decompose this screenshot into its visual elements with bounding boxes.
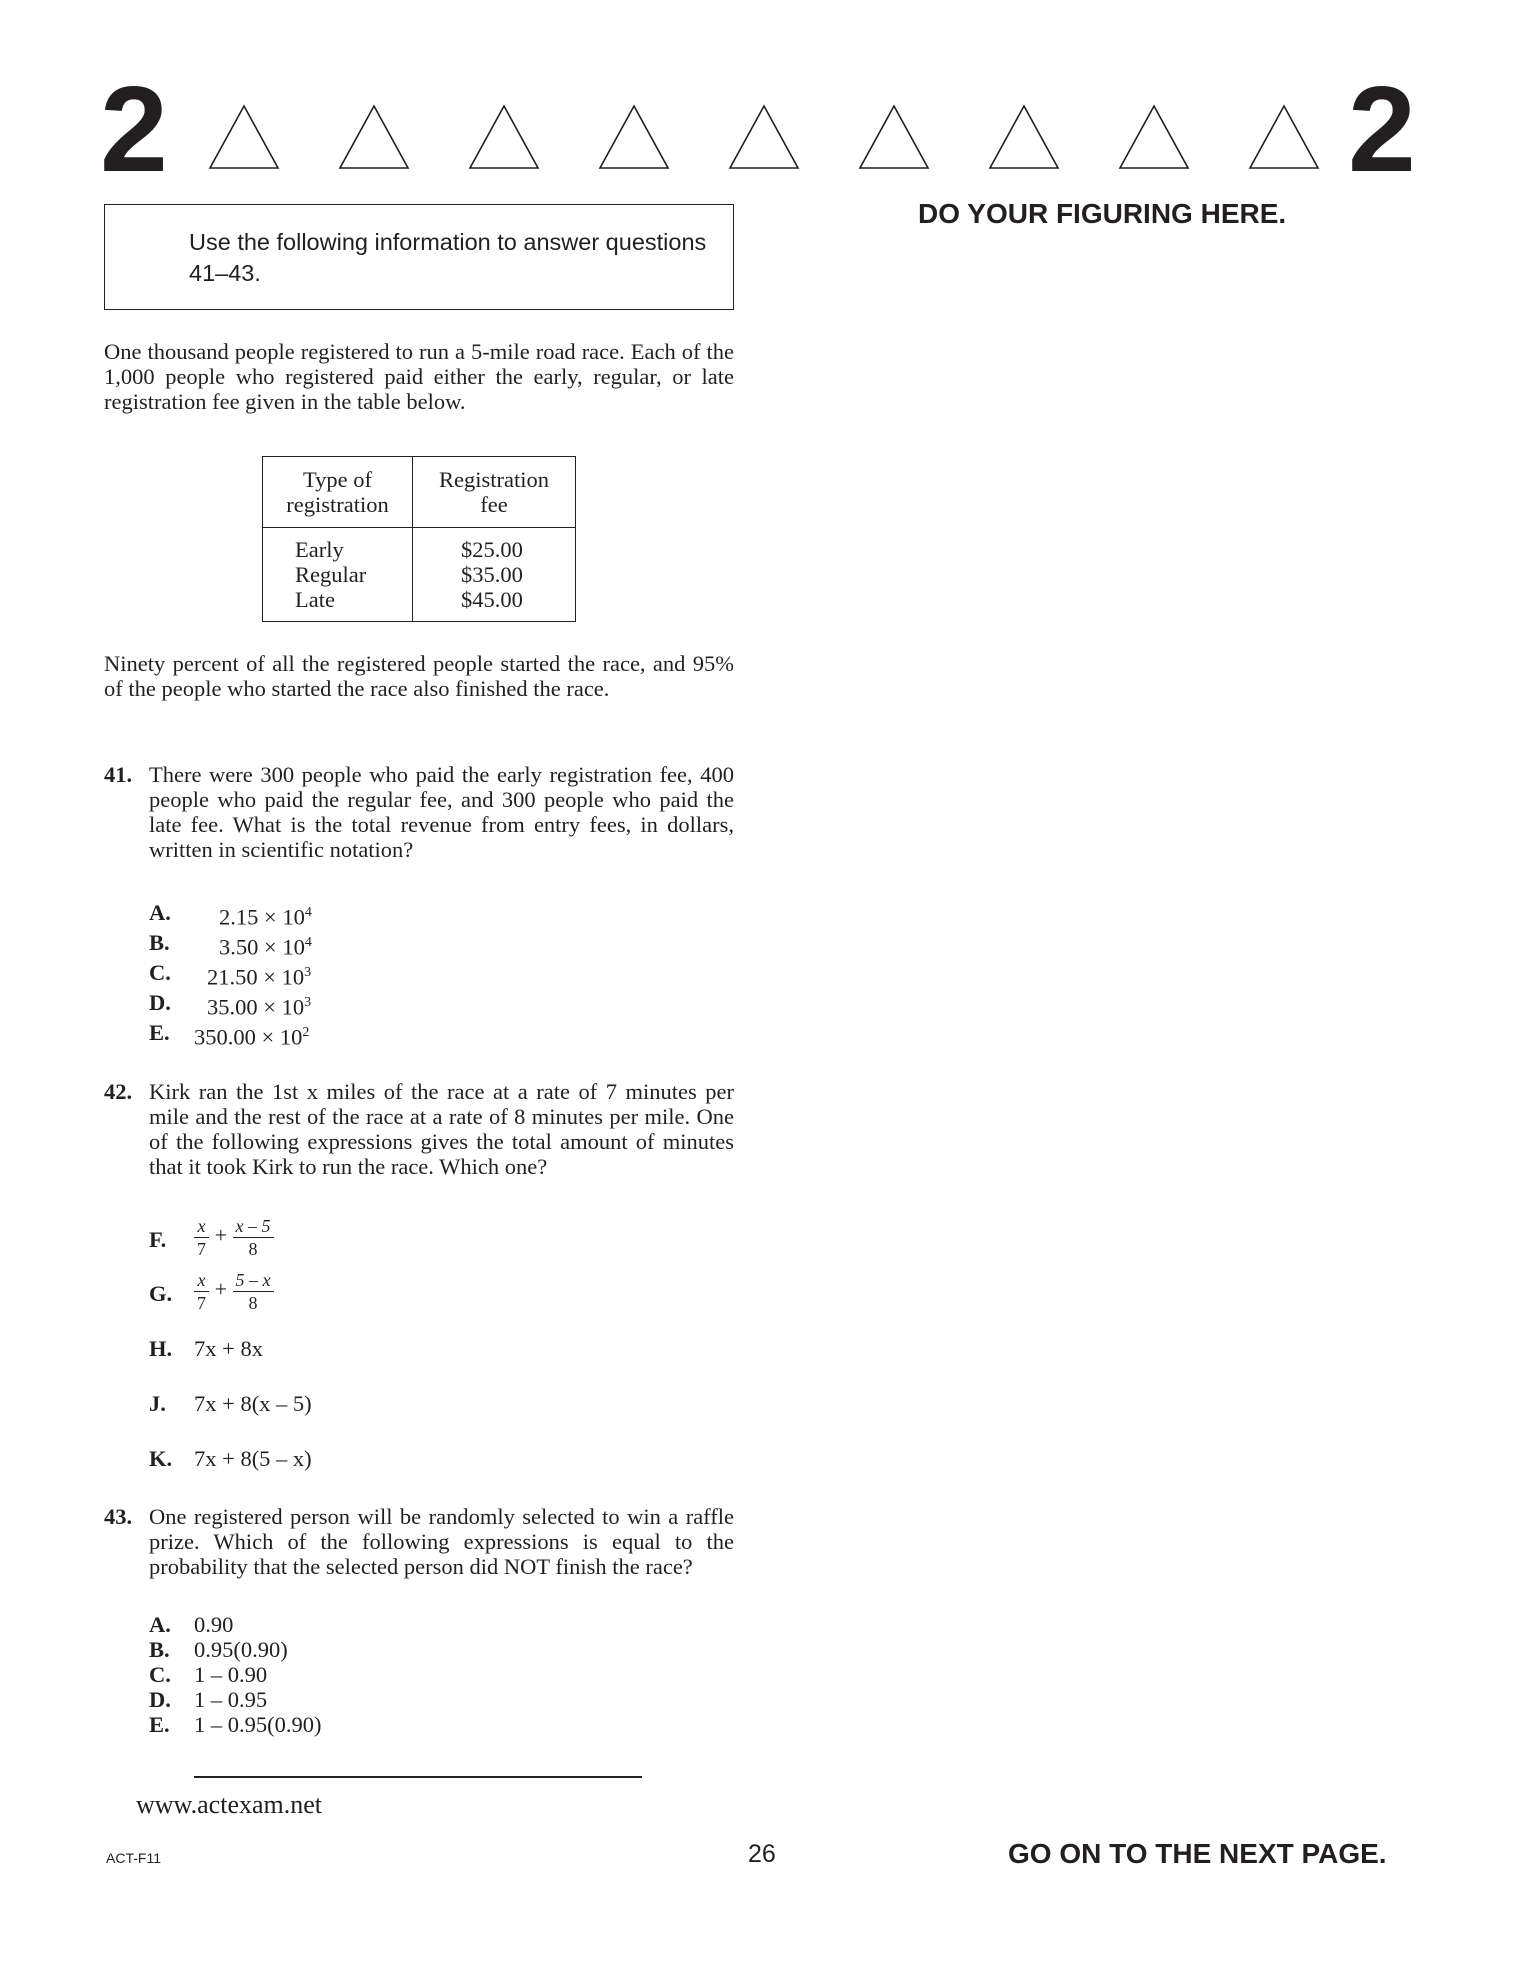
table-column-fee: [461, 537, 523, 612]
q42-option-g[interactable]: $\frac{x}{7}$ + $\frac{5 - x}{8}$: [194, 1269, 274, 1314]
q41-option-letter: C.: [149, 960, 171, 985]
go-on-notice: GO ON TO THE NEXT PAGE.: [1008, 1838, 1387, 1869]
question-43-number: 43.: [104, 1504, 133, 1529]
stat-paragraph: Ninety percent of all the registered people started the race, and 95% of the people who started the race also finished the race.: [104, 651, 734, 701]
table-header-type: Type of registration: [286, 467, 389, 517]
q42-option-k[interactable]: 7x + 8(5 – x): [194, 1446, 312, 1471]
triangle-icon: [728, 104, 800, 170]
triangle-icon: [598, 104, 670, 170]
question-42-number: 42.: [104, 1079, 133, 1104]
question-43-text: One registered person will be randomly selected to win a raffle prize. Which of the following expressions is equal to the probability that the selected person did NOT finish the race?: [149, 1504, 734, 1579]
triangle-icon: [208, 104, 280, 170]
q43-option-letter: B.: [149, 1637, 170, 1662]
q42-option-letter: K.: [149, 1446, 173, 1471]
q41-option-letter: E.: [149, 1020, 170, 1045]
table-cell: $45.00: [461, 587, 523, 612]
info-box-text: Use the following information to answer questions 41–43.: [189, 229, 707, 286]
table-cell: Regular: [295, 562, 367, 587]
table-header-fee: Registration fee: [439, 467, 549, 517]
q41-option-a[interactable]: $2.15 \times 10^4$: [219, 904, 312, 930]
table-cell: $35.00: [461, 562, 523, 587]
q43-option-letter: D.: [149, 1687, 171, 1712]
figuring-heading: DO YOUR FIGURING HERE.: [918, 198, 1287, 229]
section-number-left: 2: [100, 61, 168, 197]
q43-option-e[interactable]: 1 – 0.95(0.90): [194, 1712, 322, 1737]
q43-option-letter: E.: [149, 1712, 170, 1737]
question-42-text: Kirk ran the 1st x miles of the race at a rate of 7 minutes per mile and the rest of the race at a rate of 8 minutes per mile. One of the following expressions gives the total amount of minutes that it took Kirk to run the race. Which one?: [149, 1079, 734, 1179]
triangle-icon: [1118, 104, 1190, 170]
q42-option-h[interactable]: 7x + 8x: [194, 1336, 263, 1361]
q41-option-d[interactable]: $35.00 \times 10^3$: [207, 994, 312, 1020]
section-number-right: 2: [1348, 61, 1416, 197]
table-column-type: [295, 537, 366, 612]
info-box: [104, 204, 734, 310]
website-link[interactable]: www.actexam.net: [136, 1790, 323, 1819]
q41-option-letter: D.: [149, 990, 171, 1015]
form-code: ACT-F11: [106, 1850, 161, 1866]
q43-option-a[interactable]: 0.90: [194, 1612, 234, 1637]
table-cell: $25.00: [461, 537, 523, 562]
q43-option-letter: A.: [149, 1612, 171, 1637]
q42-option-f[interactable]: $\frac{x}{7}$ + $\frac{x - 5}{8}$: [194, 1215, 274, 1260]
question-41-text: There were 300 people who paid the early registration fee, 400 people who paid the regular fee, and 300 people who paid the late fee. What is the total revenue from entry fees, in dollars, written in scientific notation?: [149, 762, 734, 862]
fee-table: [262, 456, 576, 622]
triangle-icon: [338, 104, 410, 170]
triangle-icon: [858, 104, 930, 170]
q42-option-letter: H.: [149, 1336, 173, 1361]
q43-option-letter: C.: [149, 1662, 171, 1687]
triangle-icon: [1248, 104, 1320, 170]
q42-option-letter: G.: [149, 1281, 173, 1306]
q42-option-j[interactable]: 7x + 8(x – 5): [194, 1391, 312, 1416]
q41-option-c[interactable]: $21.50 \times 10^3$: [207, 964, 312, 990]
q41-option-letter: A.: [149, 900, 171, 925]
question-41-number: 41.: [104, 762, 133, 787]
q42-option-letter: J.: [149, 1391, 166, 1416]
q41-option-e[interactable]: $350.00 \times 10^2$: [194, 1024, 310, 1050]
page-number: 26: [748, 1840, 776, 1868]
footer-divider: [194, 1776, 642, 1778]
q42-option-letter: F.: [149, 1227, 167, 1252]
triangle-icon: [468, 104, 540, 170]
q43-option-b[interactable]: 0.95(0.90): [194, 1637, 288, 1662]
table-cell: Late: [295, 587, 335, 612]
q41-option-b[interactable]: $3.50 \times 10^4$: [219, 934, 312, 960]
triangle-icon: [988, 104, 1060, 170]
q41-option-letter: B.: [149, 930, 170, 955]
q43-option-c[interactable]: 1 – 0.90: [194, 1662, 268, 1687]
q43-option-d[interactable]: 1 – 0.95: [194, 1687, 268, 1712]
intro-paragraph: One thousand people registered to run a 5-mile road race. Each of the 1,000 people who registered paid either the early, regular, or late registration fee given in the table below.: [104, 339, 734, 414]
table-cell: Early: [295, 537, 344, 562]
